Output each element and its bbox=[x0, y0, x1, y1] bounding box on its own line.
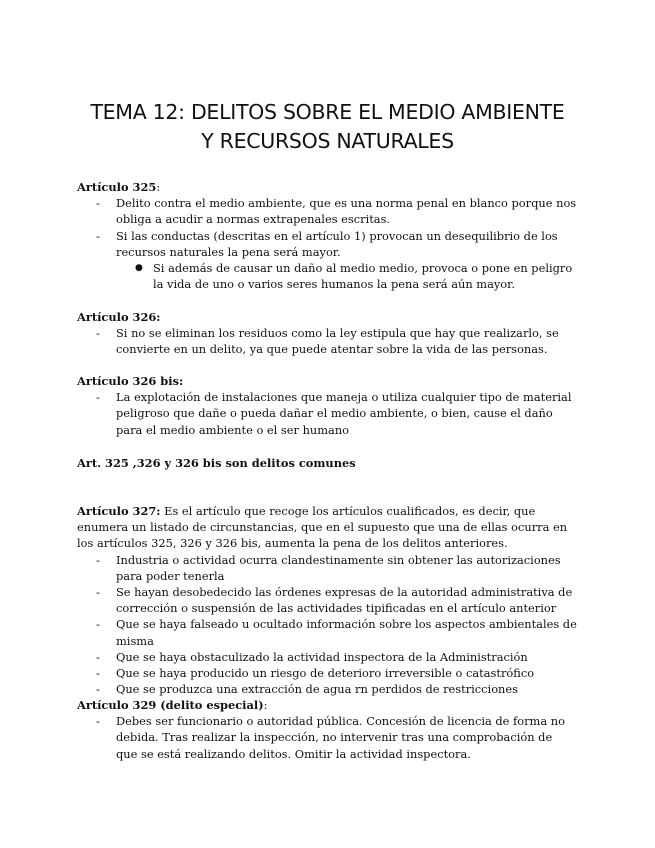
section-heading: Artículo 327: bbox=[77, 504, 161, 518]
list-item: - Que se haya producido un riesgo de deterioro irreversible o catastrófico bbox=[77, 665, 577, 681]
list-item: - Se hayan desobedecido las órdenes expresas de la autoridad administrativa de corrección o suspensión de las actividades tipificadas en el artículo anterior bbox=[77, 584, 577, 616]
section-heading: Artículo 329 (delito especial): bbox=[77, 698, 268, 712]
section-comunes bbox=[77, 455, 577, 471]
bullet-list bbox=[77, 325, 577, 357]
bullet-list bbox=[77, 713, 577, 762]
section-articulo-325 bbox=[77, 179, 577, 292]
list-item: - Si no se eliminan los residuos como la ley estipula que hay que realizarlo, se convierte en un delito, ya que puede atentar sobre la vida de las personas. bbox=[77, 325, 577, 357]
list-item: - Industria o actividad ocurra clandestinamente sin obtener las autorizaciones para poder tenerla bbox=[77, 552, 577, 584]
section-heading: Artículo 326 bis: bbox=[77, 374, 184, 388]
list-item: - Si las conductas (descritas en el artículo 1) provocan un desequilibrio de los recursos naturales la pena será mayor. bbox=[77, 228, 577, 260]
section-heading: Artículo 326: bbox=[77, 310, 161, 324]
list-item: - La explotación de instalaciones que maneja o utiliza cualquier tipo de material peligroso que dañe o pueda dañar el medio ambiente, o bien, cause el daño para el medio ambiente o el ser humano bbox=[77, 389, 577, 438]
page-title bbox=[40, 98, 615, 156]
section-heading: Artículo 325: bbox=[77, 180, 161, 194]
section-articulo-327 bbox=[77, 503, 577, 697]
bullet-list bbox=[77, 195, 577, 260]
title-line-1: TEMA 12: DELITOS SOBRE EL MEDIO AMBIENTE bbox=[90, 100, 565, 124]
list-item: - Que se haya obstaculizado la actividad inspectora de la Administración bbox=[77, 649, 577, 665]
bullet-list bbox=[77, 552, 577, 698]
list-item: - Debes ser funcionario o autoridad pública. Concesión de licencia de forma no debida. Tras realizar la inspección, no intervenir tras una comprobación de que se está realizando delitos. Omitir la actividad inspectora. bbox=[77, 713, 577, 762]
bullet-list bbox=[77, 389, 577, 438]
section-articulo-329 bbox=[77, 697, 577, 762]
list-item: - Delito contra el medio ambiente, que es una norma penal en blanco porque nos obliga a acudir a normas extrapenales escritas. bbox=[77, 195, 577, 227]
section-articulo-326 bbox=[77, 309, 577, 358]
section-articulo-326-bis bbox=[77, 373, 577, 438]
list-item: - Que se produzca una extracción de agua rn perdidos de restricciones bbox=[77, 681, 577, 697]
section-paragraph: Artículo 327: Es el artículo que recoge los artículos cualificados, es decir, que enumera un listado de circunstancias, que en el supuesto que una de ellas ocurra en los artículos 325, 326 y 326 bis, aumenta la pena de los delitos anteriores. bbox=[77, 504, 568, 551]
title-line-2: Y RECURSOS NATURALES bbox=[201, 129, 454, 153]
list-item: ● Si además de causar un daño al medio medio, provoca o pone en peligro la vida de uno o varios seres humanos la pena será aún mayor. bbox=[77, 260, 577, 292]
sub-bullet-list bbox=[77, 260, 577, 292]
list-item: - Que se haya falseado u ocultado información sobre los aspectos ambientales de misma bbox=[77, 616, 577, 648]
section-heading: Art. 325 ,326 y 326 bis son delitos comunes bbox=[77, 456, 356, 470]
